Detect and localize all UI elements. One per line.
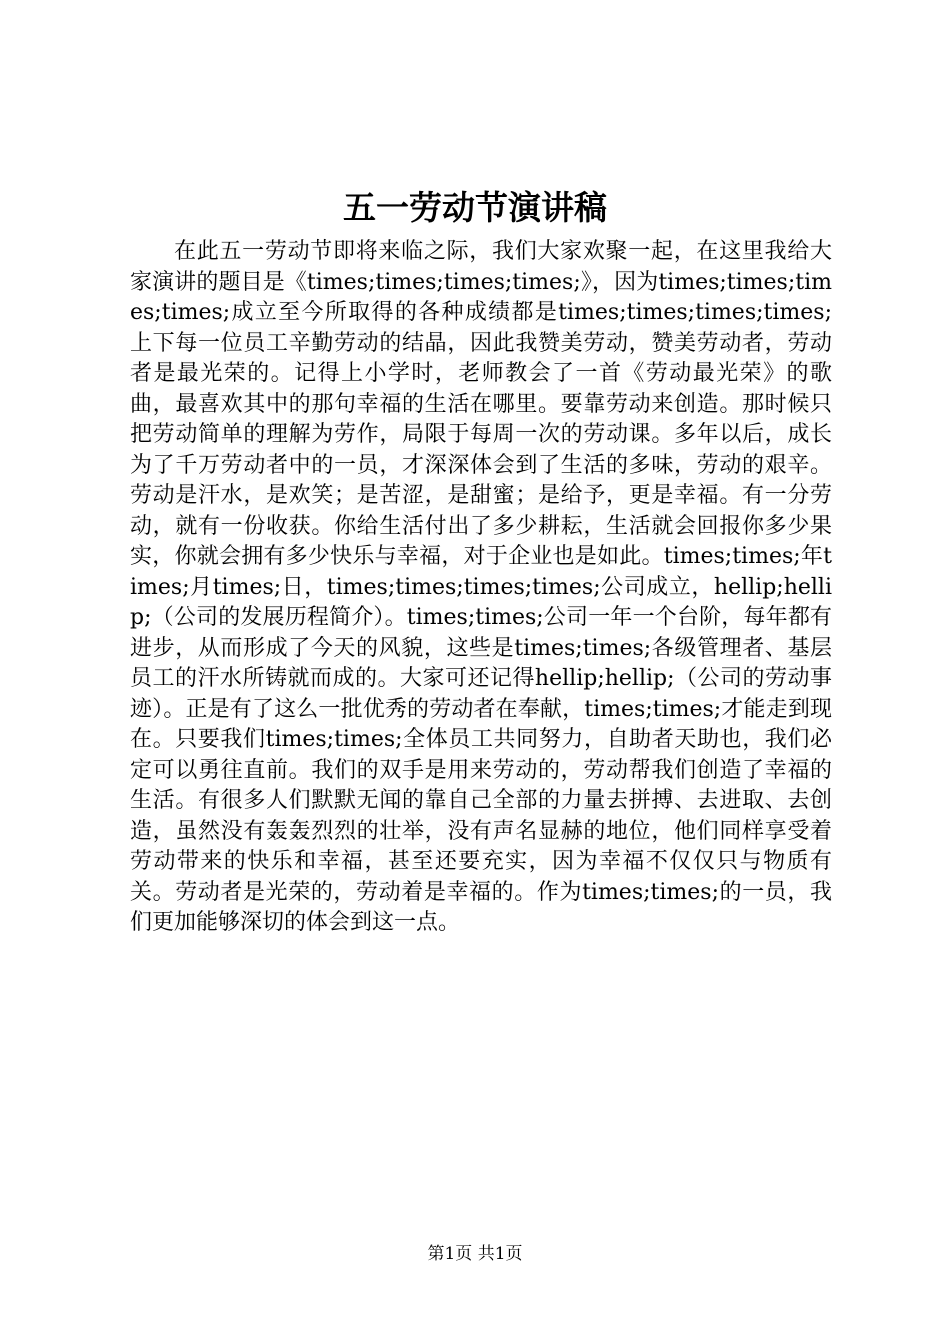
speech-paragraph: 在此五一劳动节即将来临之际，我们大家欢聚一起，在这里我给大家演讲的题目是《times;times;times;times;》，因为times;times;times;times;成立至今所取得的各种成绩都是times;times;times;times;上下每一位员工辛勤劳动的结晶，因此我赞美劳动，赞美劳动者，劳动者是最光荣的。记得上小学时，老师教会了一首《劳动最光荣》的歌曲，最喜欢其中的那句幸福的生活在哪里。要靠劳动来创造。那时候只把劳动简单的理解为劳作，局限于每周一次的劳动课。多年以后，成长为了千万劳动者中的一员，才深深体会到了生活的多味，劳动的艰辛。劳动是汗水，是欢笑；是苦涩，是甜蜜；是给予，更是幸福。有一分劳动，就有一份收获。你给生活付出了多少耕耘，生活就会回报你多少果实，你就会拥有多少快乐与幸福，对于企业也是如此。times;times;年times;月times;日，times;times;times;times;公司成立，hellip;hellip;（公司的发展历程简介）。times;times;公司一年一个台阶，每年都有进步，从而形成了今天的风貌，这些是times;times;各级管理者、基层员工的汗水所铸就而成的。大家可还记得hellip;hellip;（公司的劳动事迹）。正是有了这么一批优秀的劳动者在奉献，times;times;才能走到现在。只要我们times;times;全体员工共同努力，自助者天助也，我们必定可以勇往直前。我们的双手是用来劳动的，劳动帮我们创造了幸福的生活。有很多人们默默无闻的靠自己全部的力量去拼搏、去进取、去创造，虽然没有轰轰烈烈的壮举，没有声名显赫的地位，他们同样享受着劳动带来的快乐和幸福，甚至还要充实，因为幸福不仅仅只与物质有关。劳动者是光荣的，劳动着是幸福的。作为times;times;的一员，我们更加能够深切的体会到这一点。 (130, 239, 832, 935)
document-title: 五一劳动节演讲稿 (343, 188, 607, 227)
page-number-footer: 第1页 共1页 (427, 1244, 523, 1264)
